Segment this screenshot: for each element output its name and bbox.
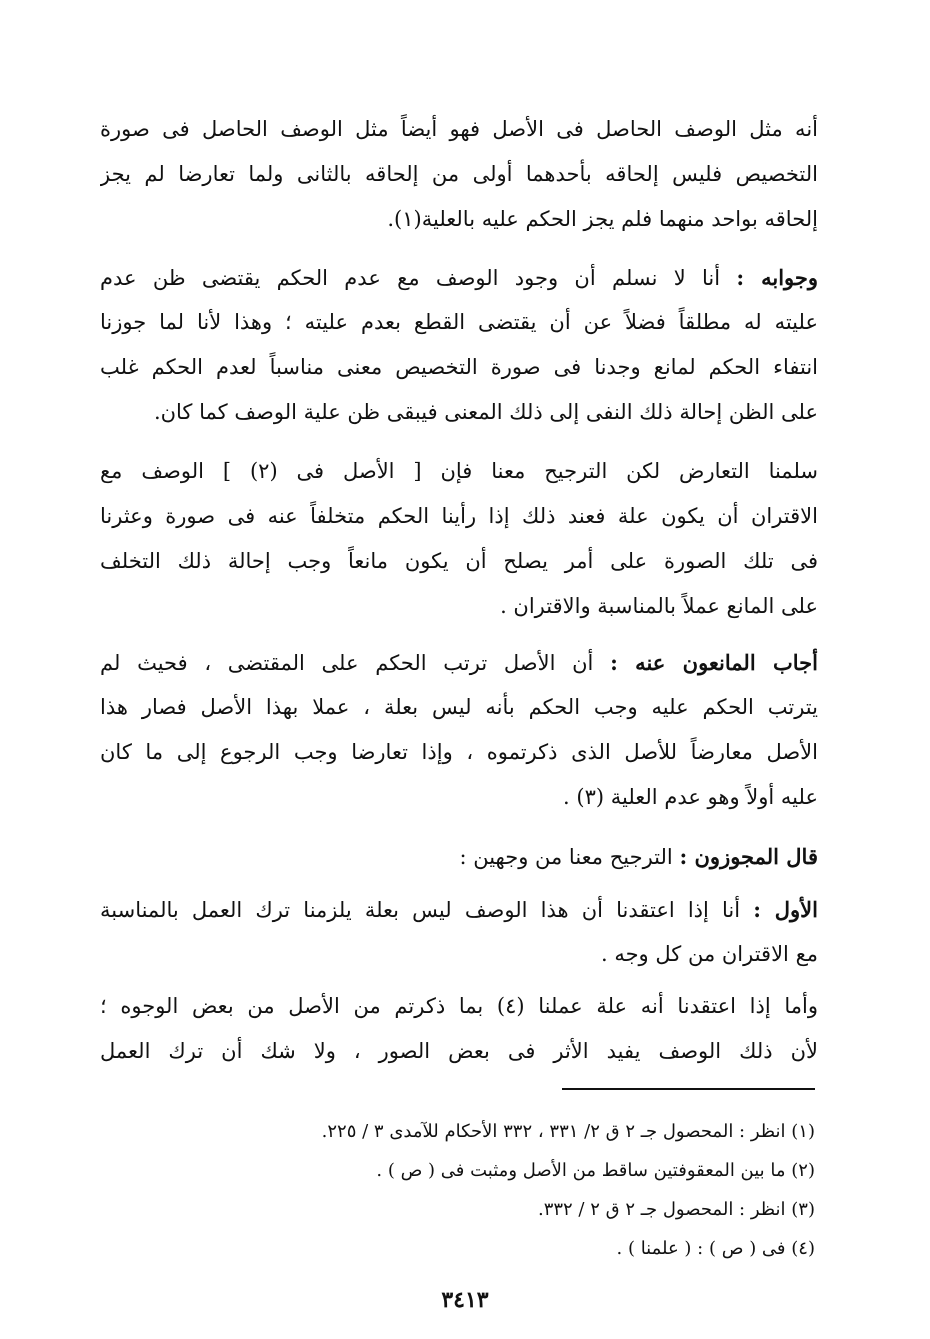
paragraph-line: سلمنا التعارض لكن الترجيح معنا فإن [ الأصل فى (٢) ] الوصف مع: [100, 459, 818, 483]
paragraph-line-text: الترجيح معنا من وجهين :: [459, 845, 680, 869]
paragraph-line: أنه مثل الوصف الحاصل فى الأصل فهو أيضاً مثل الوصف الحاصل فى صورة: [100, 117, 818, 141]
paragraph-6: [100, 887, 818, 977]
paragraph-line: الاقتران أن يكون علة فعند ذلك إذا رأينا الحكم متخلفاً عنه فى صورة وعثرنا: [100, 504, 818, 528]
paragraph-line: الأصل معارضاً للأصل الذى ذكرتموه ، وإذا تعارضا وجب الرجوع إلى ما كان: [100, 740, 818, 764]
paragraph-line: [100, 640, 818, 685]
paragraph-3: [100, 449, 818, 629]
paragraph-lead: وجوابه :: [736, 265, 818, 290]
footnote: (٤) فى ( ص ) : ( علمنا ) .: [616, 1238, 815, 1259]
paragraph-lead: الأول :: [753, 897, 818, 922]
paragraph-line: [100, 834, 818, 879]
paragraph-line: عليته له مطلقاً فضلاً عن أن يقتضى القطع بعدم عليته ؛ وهذا لأنا لما جوزنا: [100, 310, 818, 334]
paragraph-7: [100, 984, 818, 1074]
paragraph-line: فى تلك الصورة على أمر يصلح أن يكون مانعاً وجب إحالة ذلك التخلف: [100, 549, 818, 573]
footnote: (١) انظر : المحصول جـ ٢ ق ٢/ ٣٣١ ، ٣٣٢ الأحكام للآمدى ٣ / ٢٢٥.: [321, 1121, 815, 1142]
paragraph-line: مع الاقتران من كل وجه .: [600, 942, 818, 966]
paragraph-1: [100, 107, 818, 242]
paragraph-line: لأن ذلك الوصف يفيد الأثر فى بعض الصور ، ولا شك أن ترك العمل: [100, 1039, 818, 1063]
paragraph-line: عليه أولاً وهو عدم العلية (٣) .: [563, 785, 818, 809]
paragraph-line-text: أنا لا نسلم أن وجود الوصف مع عدم الحكم يقتضى ظن عدم: [100, 266, 737, 290]
paragraph-line: على الظن إحالة ذلك النفى إلى ذلك المعنى فيبقى ظن علية الوصف كما كان.: [153, 400, 818, 424]
paragraph-lead: قال المجوزون :: [679, 844, 818, 869]
paragraph-line: [100, 255, 818, 300]
footnotes: [150, 1112, 815, 1268]
paragraph-5: [100, 834, 818, 879]
paragraph-line: على المانع عملاً بالمناسبة والاقتران .: [500, 594, 818, 618]
paragraph-line: وأما إذا اعتقدنا أنه علة عملنا (٤) بما ذكرتم من الأصل من بعض الوجوه ؛: [100, 994, 818, 1018]
footnote: (٣) انظر : المحصول جـ ٢ ق ٢ / ٣٣٢.: [537, 1199, 815, 1220]
paragraph-line: إلحاقه بواحد منهما فلم يجز الحكم عليه بالعلية(١).: [387, 207, 818, 231]
paragraph-line: يترتب الحكم عليه وجب الحكم بأنه ليس بعلة ، عملا بهذا الأصل فصار هذا: [100, 695, 818, 719]
paragraph-line-text: أنا إذا اعتقدنا أن هذا الوصف ليس بعلة يلزمنا ترك العمل بالمناسبة: [100, 898, 754, 922]
footnote: (٢) ما بين المعقوفتين ساقط من الأصل ومثبت فى ( ص ) .: [376, 1160, 815, 1181]
footnote-separator: [562, 1088, 815, 1090]
paragraph-line: التخصيص فليس إلحاقه بأحدهما أولى من إلحاقه بالثانى ولما تعارضا لم يجز: [100, 162, 818, 186]
paragraph-4: [100, 640, 818, 820]
paragraph-line-text: أن الأصل ترتب الحكم على المقتضى ، فحيث لم: [100, 651, 611, 675]
page-number: ٣٤١٣: [441, 1287, 489, 1313]
paragraph-line: انتفاء الحكم لمانع وجدنا فى صورة التخصيص معنى مناسباً لعدم الحكم غلب: [100, 355, 818, 379]
paragraph-line: [100, 887, 818, 932]
paragraph-lead: أجاب المانعون عنه :: [610, 650, 818, 675]
paragraph-2: [100, 255, 818, 435]
